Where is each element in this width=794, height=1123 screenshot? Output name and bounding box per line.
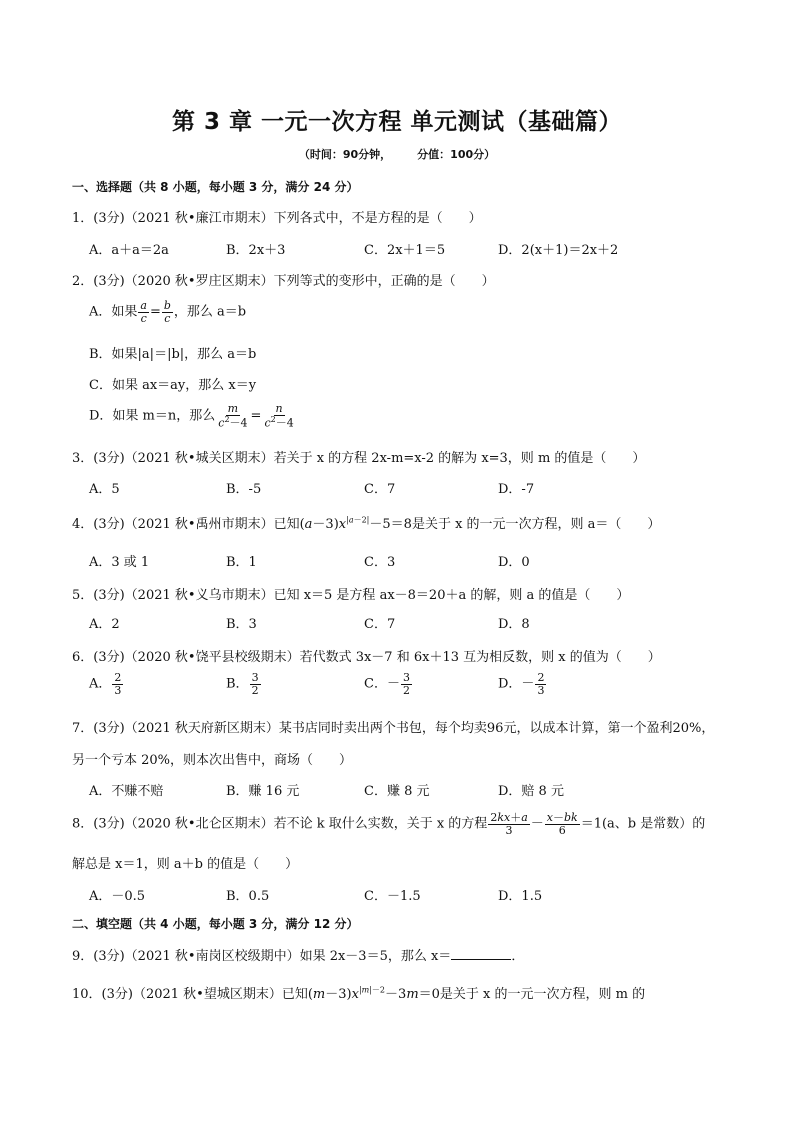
question-8-option-d: D．1.5 (498, 889, 543, 904)
time-info: （时间：90分钟， (298, 148, 392, 161)
question-8-stem-prefix: 8．(3分)（2020 秋•北仑区期末）若不论 k 取什么实数，关于 x 的方程 (72, 816, 488, 832)
question-9-stem (72, 945, 524, 964)
question-7-option-c: C．赚 8 元 (364, 784, 430, 799)
section-heading-choice: 一、选择题（共 8 小题，每小题 3 分，满分 24 分） (72, 180, 359, 194)
question-8-option-b: B．0.5 (226, 889, 270, 904)
question-6-option-c (364, 672, 413, 696)
question-3-option-b: B．-5 (226, 482, 262, 497)
fraction-x-minus-bk-over-6: $\frac{x-bk}{6}$ (546, 811, 578, 837)
question-6-option-d-label: D．－ (498, 676, 535, 692)
question-10-stem (72, 983, 645, 1002)
fraction-3-over-2: $\frac{3}{2}$ (251, 671, 259, 697)
question-10-stem-prefix: 10．(3分)（2021 秋•望城区期末）已知 (72, 987, 308, 1002)
question-7-option-d: D．赔 8 元 (498, 784, 564, 799)
question-4-stem-suffix: 是关于 x 的一元一次方程，则 a＝（ ） (411, 517, 661, 532)
fraction-neg-2-over-3: $\frac{2}{3}$ (537, 671, 545, 697)
question-2-option-a: A．如果 $\frac{a}{c}$ = $\frac{b}{c}$ ，那么 a＝b (89, 299, 247, 325)
question-3-option-d: D．-7 (498, 482, 535, 497)
fraction-neg-3-over-2: $\frac{3}{2}$ (402, 671, 410, 697)
question-2-option-d-prefix: D．如果 m＝n，那么 (89, 408, 216, 424)
score-info: 分值：100分） (417, 148, 496, 161)
question-2-option-a-suffix: ，那么 a＝b (173, 304, 247, 320)
question-2-option-b: B．如果|a|＝|b|，那么 a＝b (89, 347, 257, 362)
question-3-option-c: C．7 (364, 482, 396, 497)
question-6-option-a-label: A． (89, 676, 112, 692)
question-8-stem-continued: 解总是 x＝1，则 a＋b 的值是（ ） (72, 857, 299, 872)
fraction-n-over-c2-4: $\frac{n}{c^2-4}$ (264, 402, 294, 430)
question-5-option-b: B．3 (226, 617, 257, 632)
question-4-stem-prefix: 4．(3分)（2021 秋•禹州市期末）已知 (72, 517, 300, 532)
question-4-option-b: B．1 (226, 555, 257, 570)
question-1-option-a: A．a＋a＝2a (89, 243, 169, 258)
question-6-stem: 6．(3分)（2020 秋•饶平县校级期末）若代数式 3x－7 和 6x＋13 互为相反数，则 x 的值为（ ） (72, 650, 661, 665)
question-5-option-a: A．2 (89, 617, 120, 632)
question-2-stem: 2．(3分)（2020 秋•罗庄区期末）下列等式的变形中，正确的是（ ） (72, 274, 495, 289)
question-4-option-d: D．0 (498, 555, 530, 570)
question-8-option-a: A．－0.5 (89, 889, 146, 904)
question-4-equation: $(a-3)x^{|a-2|}-5=8$ (299, 515, 412, 532)
question-7-stem-continued: 另一个亏本 20%，则本次出售中，商场（ ） (72, 753, 353, 768)
question-3-stem: 3．(3分)（2021 秋•城关区期末）若关于 x 的方程 2x-m=x-2 的解为 x=3，则 m 的值是（ ） (72, 451, 646, 466)
fraction-2-over-3: $\frac{2}{3}$ (114, 671, 122, 697)
fraction-b-over-c: $\frac{b}{c}$ (163, 299, 171, 325)
exam-info (0, 146, 794, 162)
question-2-option-a-prefix: A．如果 (89, 304, 138, 320)
question-9-stem-prefix: 9．(3分)（2021 秋•南岗区校级期中）如果 2x－3＝5，那么 x＝ (72, 949, 452, 964)
question-7-option-a: A．不赚不赔 (89, 784, 164, 799)
question-6-option-b (226, 672, 262, 696)
question-10-equation: $(m-3)x^{|m|-2}-3m=0$ (307, 985, 440, 1002)
question-2-option-d: D．如果 m＝n，那么 $\frac{m}{c^2-4}$ = $\frac{n}{c^2-4}$ (89, 402, 294, 430)
question-4-option-c: C．3 (364, 555, 396, 570)
question-5-option-c: C．7 (364, 617, 396, 632)
question-10-stem-suffix: 是关于 x 的一元一次方程，则 m 的 (439, 987, 646, 1002)
fraction-2kx-plus-a-over-3: $\frac{2kx+a}{3}$ (490, 811, 528, 837)
question-1-option-d: D．2(x＋1)＝2x＋2 (498, 243, 619, 258)
question-6-option-d (498, 672, 547, 696)
question-6-option-a (89, 672, 124, 696)
question-8-option-c: C．－1.5 (364, 889, 421, 904)
page-title: 第 3 章 一元一次方程 单元测试（基础篇） (171, 109, 623, 135)
section-heading-fill-in: 二、填空题（共 4 小题，每小题 3 分，满分 12 分） (72, 917, 359, 931)
question-1-option-c: C．2x＋1＝5 (364, 243, 446, 258)
question-7-stem: 7．(3分)（2021 秋天府新区期末）某书店同时卖出两个书包，每个均卖96元，以成本计算，第一个盈利20%， (72, 721, 715, 736)
question-1-stem: 1．(3分)（2021 秋•廉江市期末）下列各式中，不是方程的是（ ） (72, 211, 482, 226)
question-8-stem-suffix: ＝1(a、b 是常数）的 (580, 816, 706, 832)
question-6-option-b-label: B． (226, 676, 249, 692)
question-4-option-a: A．3 或 1 (89, 555, 150, 570)
question-1-option-b: B．2x＋3 (226, 243, 286, 258)
question-9-stem-suffix: ． (511, 949, 525, 964)
question-3-option-a: A．5 (89, 482, 120, 497)
question-5-stem: 5．(3分)（2021 秋•义乌市期末）已知 x＝5 是方程 ax－8＝20＋a 的解，则 a 的值是（ ） (72, 588, 630, 603)
fraction-m-over-c2-4: $\frac{m}{c^2-4}$ (218, 402, 248, 430)
question-6-option-c-label: C．－ (364, 676, 400, 692)
answer-blank[interactable] (451, 947, 511, 960)
question-2-option-c: C．如果 ax＝ay，那么 x＝y (89, 378, 257, 393)
question-7-option-b: B．赚 16 元 (226, 784, 300, 799)
question-5-option-d: D．8 (498, 617, 530, 632)
fraction-a-over-c: $\frac{a}{c}$ (140, 299, 147, 325)
question-8-stem: 8．(3分)（2020 秋•北仑区期末）若不论 k 取什么实数，关于 x 的方程 $\frac{2kx+a}{3}$ － $\frac{x-bk}{6}$ ＝1(a、b 是常数）的 (72, 811, 706, 837)
question-4-stem (72, 513, 660, 532)
